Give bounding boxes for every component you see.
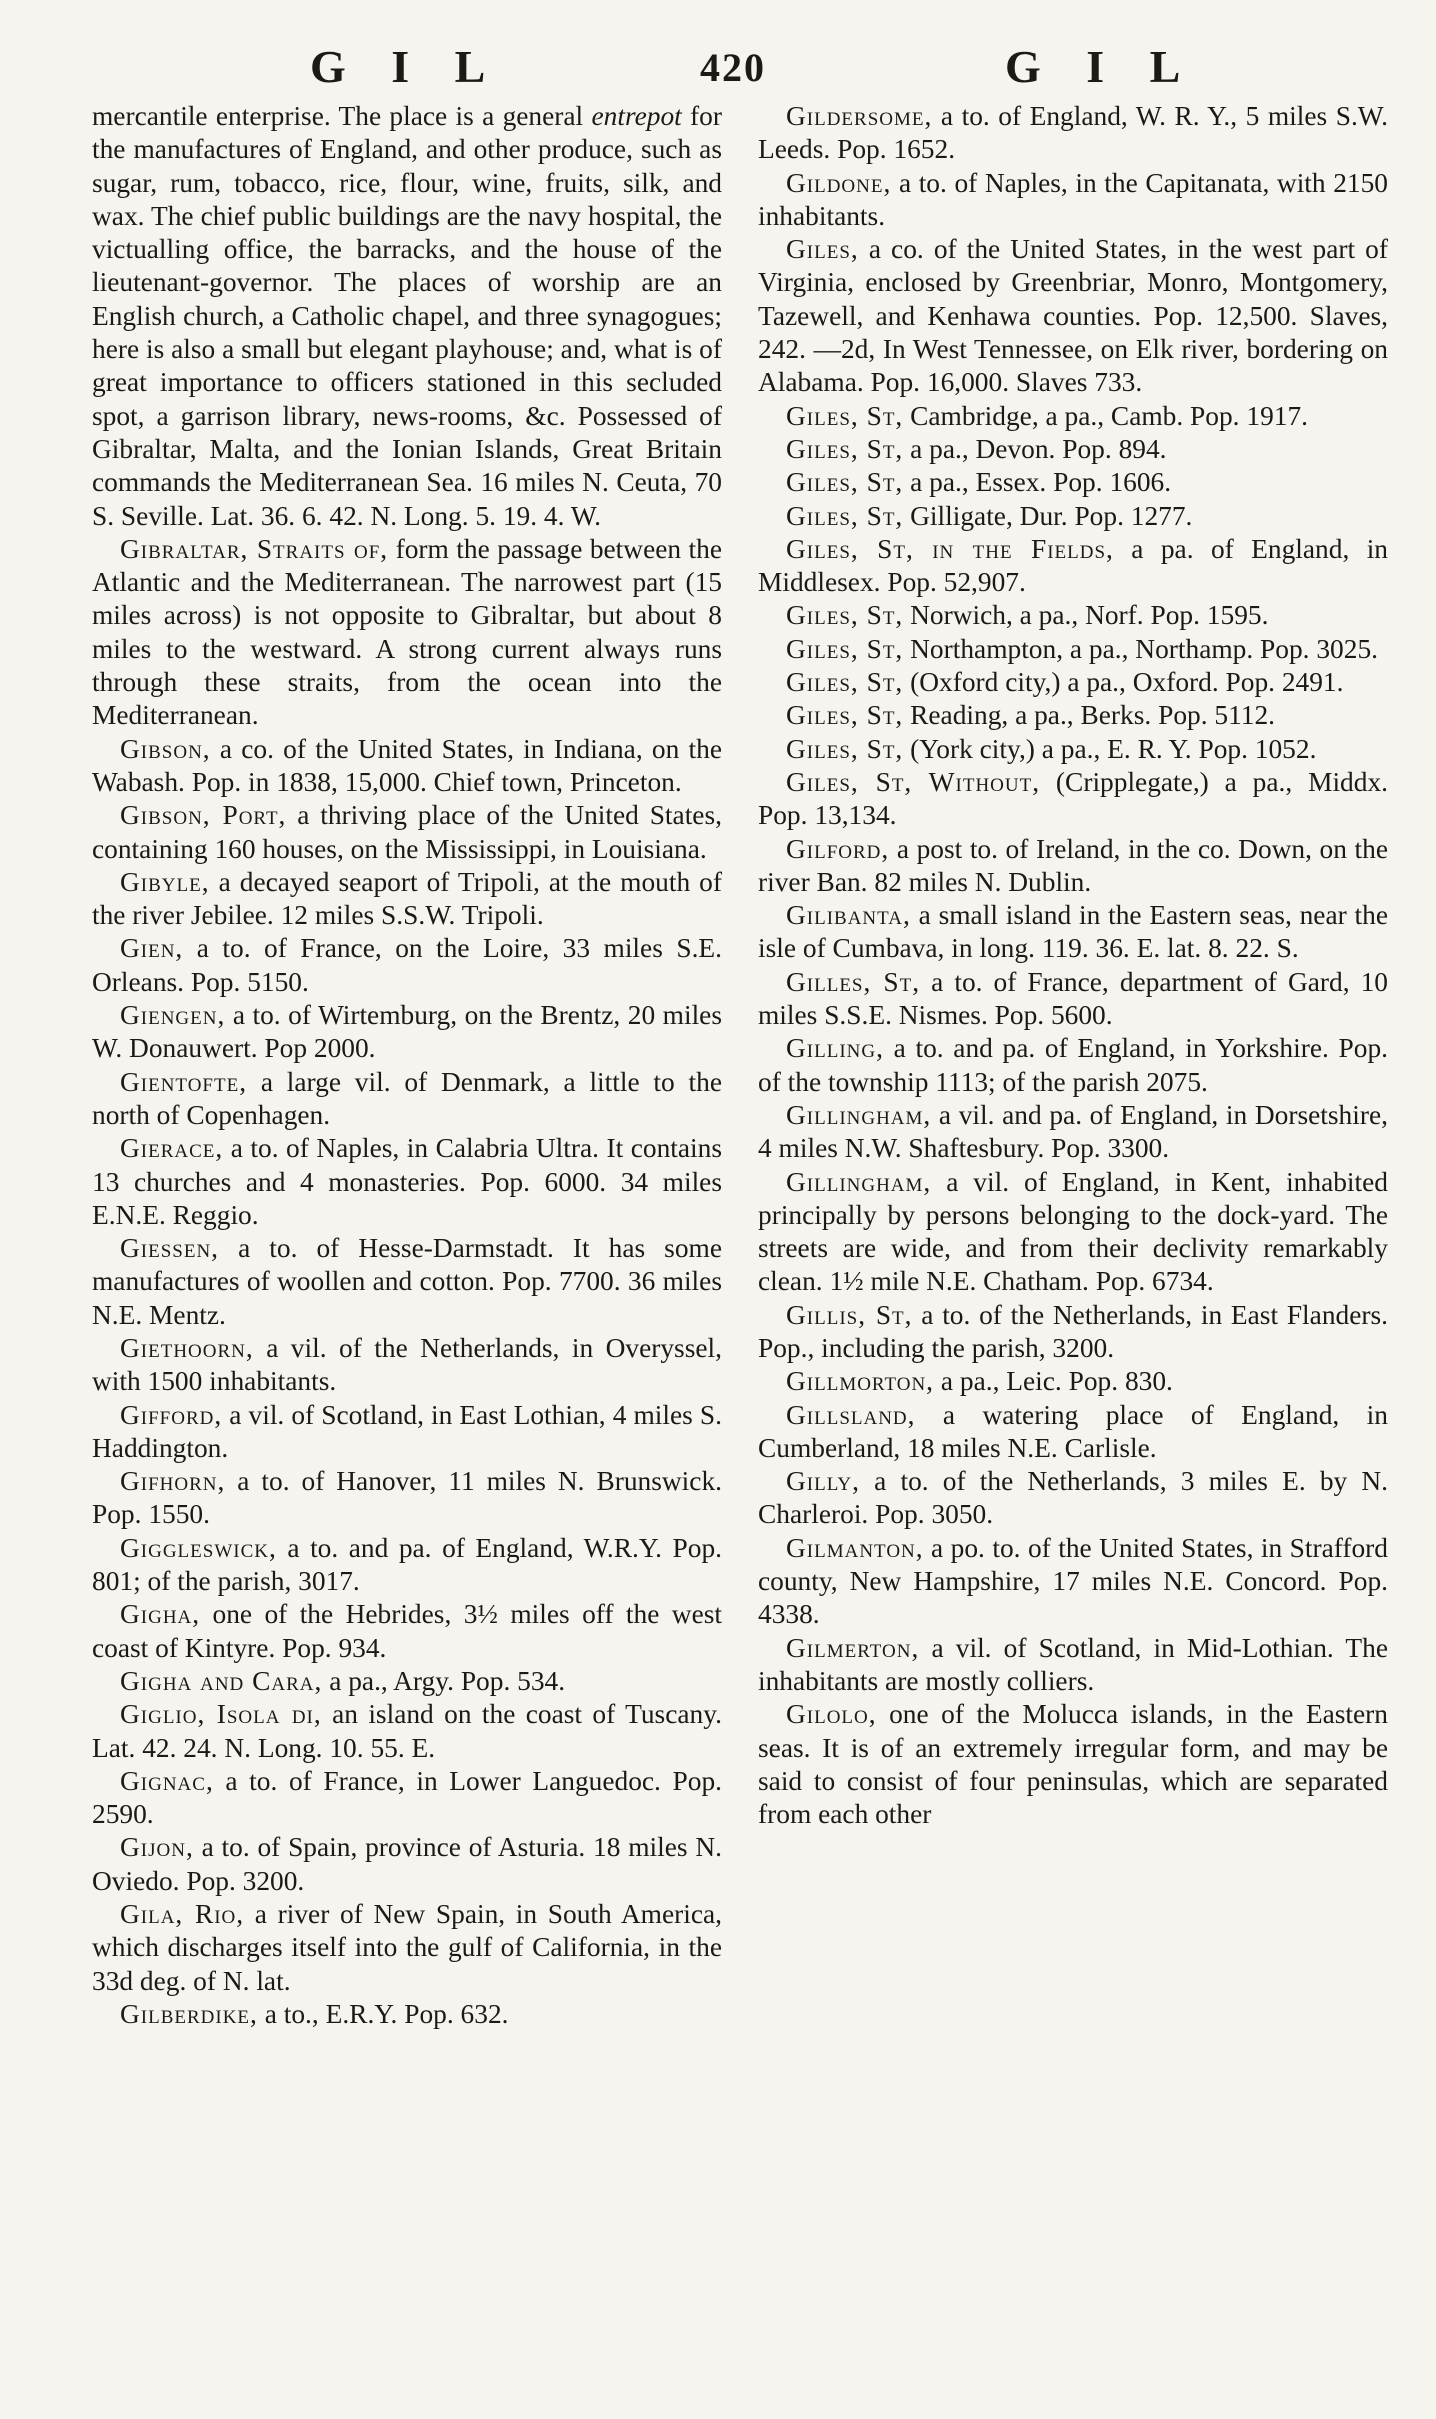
entry-text: a to. of the Netherlands, 3 miles E. by N. Charleroi. Pop. 3050. bbox=[758, 1466, 1388, 1530]
entry-text: an island on the coast of Tuscany. Lat. 42. 24. N. Long. 10. 55. E. bbox=[92, 1699, 722, 1763]
gazetteer-entry bbox=[758, 1166, 1388, 1299]
entry-text: a vil. of Scotland, in Mid-Lothian. The inhabitants are mostly colliers. bbox=[758, 1632, 1388, 1696]
running-head-left: G I L bbox=[310, 41, 488, 92]
entry-text: a po. to. of the United States, in Strafford county, New Hampshire, 17 miles N.E. Concord. Pop. 4338. bbox=[758, 1532, 1388, 1630]
entry-text: a to. of Hanover, 11 miles N. Brunswick. Pop. 1550. bbox=[92, 1466, 722, 1530]
entry-text: Cambridge, a pa., Camb. Pop. 1917. bbox=[903, 400, 1309, 431]
entry-headword: Giglio, Isola di, bbox=[120, 1699, 322, 1730]
entry-text: a small island in the Eastern seas, near the isle of Cumbava, in long. 119. 36. E. lat. 8. 22. S. bbox=[758, 900, 1388, 964]
entry-headword: Gijon, bbox=[120, 1832, 194, 1863]
gazetteer-entry bbox=[92, 1998, 722, 2031]
entry-headword: Giles, St, bbox=[786, 467, 904, 498]
entry-headword: Gigha and Cara, bbox=[120, 1665, 323, 1696]
entry-headword: Giessen, bbox=[120, 1233, 220, 1264]
gazetteer-entry bbox=[92, 1665, 722, 1698]
entry-text: one of the Molucca islands, in the Eastern seas. It is of an extremely irregular form, and may be said to consist of four peninsulas, which are separated from each other bbox=[758, 1699, 1388, 1830]
entry-text: a post to. of Ireland, in the co. Down, on the river Ban. 82 miles N. Dublin. bbox=[758, 833, 1388, 897]
gazetteer-entry bbox=[758, 1365, 1388, 1398]
entry-text: a large vil. of Denmark, a little to the north of Copenhagen. bbox=[92, 1066, 722, 1130]
entry-headword: Gifford, bbox=[120, 1399, 223, 1430]
entry-text: a watering place of England, in Cumberland, 18 miles N.E. Carlisle. bbox=[758, 1399, 1388, 1463]
entry-text: a to. of Naples, in Calabria Ultra. It contains 13 churches and 4 monasteries. Pop. 6000. 34 miles E.N.E. Reggio. bbox=[92, 1133, 722, 1230]
entry-headword: Gildersome, bbox=[786, 101, 933, 131]
entry-text: a to., E.R.Y. Pop. 632. bbox=[257, 1998, 509, 2029]
entry-headword: Gilolo, bbox=[786, 1699, 877, 1730]
gazetteer-entry bbox=[758, 1465, 1388, 1532]
gazetteer-entry bbox=[92, 1465, 722, 1532]
gazetteer-entry bbox=[758, 466, 1388, 499]
gazetteer-entry bbox=[758, 966, 1388, 1033]
running-head-right: G I L bbox=[1005, 41, 1183, 92]
entry-headword: Giles, St, bbox=[786, 500, 904, 531]
page-number: 420 bbox=[700, 45, 766, 90]
entry-headword: Gillis, St, bbox=[786, 1299, 913, 1330]
gazetteer-entry bbox=[92, 1399, 722, 1466]
gazetteer-entry bbox=[92, 1831, 722, 1898]
entry-headword: Gila, Rio, bbox=[120, 1899, 245, 1930]
entry-headword: Gildone, bbox=[786, 167, 892, 198]
entry-text: (Cripplegate,) a pa., Middx. Pop. 13,134. bbox=[758, 766, 1388, 831]
gazetteer-entry bbox=[758, 666, 1388, 699]
entry-text: a river of New Spain, in South America, which discharges itself into the gulf of California, in the 33d deg. of N. lat. bbox=[92, 1899, 722, 1996]
gazetteer-entry bbox=[758, 400, 1388, 433]
entry-headword: Giggleswick, bbox=[120, 1532, 277, 1563]
gazetteer-entry bbox=[758, 599, 1388, 632]
gazetteer-entry bbox=[758, 1632, 1388, 1699]
entry-text: a pa. of England, in Middlesex. Pop. 52,907. bbox=[758, 533, 1388, 598]
gazetteer-entry bbox=[758, 1299, 1388, 1366]
entry-text: Northampton, a pa., Northamp. Pop. 3025. bbox=[903, 633, 1378, 664]
entry-headword: Giles, bbox=[786, 234, 859, 265]
entry-text: a vil. of the Netherlands, in Overyssel, with 1500 inhabitants. bbox=[92, 1332, 722, 1397]
gazetteer-entry bbox=[758, 633, 1388, 666]
entry-headword: Gilmerton, bbox=[786, 1632, 920, 1663]
entry-text: a to. and pa. of England, in Yorkshire. Pop. of the township 1113; of the parish 2075. bbox=[758, 1033, 1388, 1097]
gazetteer-entry bbox=[758, 500, 1388, 533]
entry-headword: Giles, St, Without, bbox=[786, 766, 1041, 797]
entry-text: a to. of Naples, in the Capitanata, with 2150 inhabitants. bbox=[758, 167, 1388, 231]
gazetteer-entry bbox=[92, 932, 722, 999]
italic-term: entrepot bbox=[591, 101, 682, 131]
left-column bbox=[92, 100, 722, 2031]
entry-text: a to. of Spain, province of Asturia. 18 miles N. Oviedo. Pop. 3200. bbox=[92, 1832, 722, 1896]
entry-headword: Gilmanton, bbox=[786, 1532, 924, 1563]
entry-headword: Gignac, bbox=[120, 1765, 214, 1796]
entry-text: a pa., Essex. Pop. 1606. bbox=[903, 467, 1172, 498]
entry-headword: Gillmorton, bbox=[786, 1366, 935, 1397]
entry-text: a to. of England, W. R. Y., 5 miles S.W. Leeds. Pop. 1652. bbox=[758, 101, 1388, 165]
entry-text: a to. of France, on the Loire, 33 miles S.E. Orleans. Pop. 5150. bbox=[92, 933, 722, 997]
entry-headword: Gibson, bbox=[120, 733, 211, 764]
entry-headword: Gilles, St, bbox=[786, 966, 921, 997]
entry-text: form the passage between the Atlantic and the Mediterranean. The narrowest part (15 miles across) is not opposite to Gibraltar, but about 8 miles to the westward. A strong current always runs through these straits, from the ocean into the Mediterranean. bbox=[92, 533, 722, 731]
gazetteer-entry bbox=[758, 1698, 1388, 1831]
entry-headword: Gientofte, bbox=[120, 1066, 248, 1097]
entry-headword: Giles, St, bbox=[786, 633, 904, 664]
gazetteer-entry bbox=[92, 799, 722, 866]
gazetteer-entry bbox=[758, 833, 1388, 900]
gazetteer-entry bbox=[758, 233, 1388, 399]
running-head bbox=[0, 40, 1436, 100]
entry-headword: Gibyle, bbox=[120, 866, 210, 897]
entry-headword: Gilford, bbox=[786, 833, 890, 864]
entry-text: a to. of Hesse-Darmstadt. It has some manufactures of woollen and cotton. Pop. 7700. 36 miles N.E. Mentz. bbox=[92, 1233, 722, 1330]
entry-headword: Gilling, bbox=[786, 1033, 884, 1064]
entry-headword: Gilly, bbox=[786, 1466, 860, 1497]
entry-text: a to. of France, in Lower Languedoc. Pop. 2590. bbox=[92, 1765, 722, 1830]
entry-headword: Gilberdike, bbox=[120, 1998, 258, 2029]
entry-text: Norwich, a pa., Norf. Pop. 1595. bbox=[903, 600, 1269, 631]
gazetteer-entry bbox=[92, 1698, 722, 1765]
entry-text: a to. of the Netherlands, in East Flanders. Pop., including the parish, 3200. bbox=[758, 1299, 1388, 1363]
entry-headword: Giles, St, bbox=[786, 600, 904, 631]
gazetteer-entry bbox=[758, 167, 1388, 234]
entry-headword: Giethoorn, bbox=[120, 1332, 254, 1363]
entry-headword: Gigha, bbox=[120, 1599, 201, 1630]
gazetteer-entry bbox=[92, 1765, 722, 1832]
entry-headword: Giles, St, bbox=[786, 700, 904, 731]
entry-headword: Gillingham, bbox=[786, 1166, 932, 1197]
gazetteer-entry bbox=[758, 1532, 1388, 1632]
entry-headword: Giles, St, bbox=[786, 433, 904, 464]
gazetteer-entry bbox=[92, 1532, 722, 1599]
entry-text: a co. of the United States, in Indiana, on the Wabash. Pop. in 1838, 15,000. Chief town, Princeton. bbox=[92, 733, 722, 797]
gazetteer-entry bbox=[92, 1598, 722, 1665]
entry-text: a vil. and pa. of England, in Dorsetshire, 4 miles N.W. Shaftesbury. Pop. 3300. bbox=[758, 1099, 1388, 1164]
gazetteer-entry bbox=[758, 733, 1388, 766]
entry-text: a pa., Argy. Pop. 534. bbox=[322, 1665, 566, 1696]
entry-text: a vil. of Scotland, in East Lothian, 4 miles S. Haddington. bbox=[92, 1399, 722, 1463]
entry-text: a to. and pa. of England, W.R.Y. Pop. 801; of the parish, 3017. bbox=[92, 1532, 722, 1597]
gazetteer-entry bbox=[92, 533, 722, 733]
continued-entry: mercantile enterprise. The place is a general entrepot for the manufactures of England, and other produce, such as sugar, rum, tobacco, rice, flour, wine, fruits, silk, and wax. The chief public buildings are the navy hospital, the victualling office, the barracks, and the house of the lieutenant-governor. The places of worship are an English church, a Catholic chapel, and three synagogues; here is also a small but elegant playhouse; and, what is of great importance to officers stationed in this secluded spot, a garrison library, news-rooms, &c. Possessed of Gibraltar, Malta, and the Ionian Islands, Great Britain commands the Mediterranean Sea. 16 miles N. Ceuta, 70 S. Seville. Lat. 36. 6. 42. N. Long. 5. 19. 4. W. bbox=[92, 101, 722, 531]
entry-text: (York city,) a pa., E. R. Y. Pop. 1052. bbox=[903, 733, 1317, 764]
entry-text: a thriving place of the United States, containing 160 houses, on the Mississippi, in Louisiana. bbox=[92, 800, 722, 864]
entry-text: a pa., Devon. Pop. 894. bbox=[903, 433, 1167, 464]
entry-headword: Gibson, Port, bbox=[120, 800, 287, 831]
entry-text: Gilligate, Dur. Pop. 1277. bbox=[903, 500, 1193, 531]
entry-text: a pa., Leic. Pop. 830. bbox=[934, 1366, 1173, 1397]
gazetteer-entry bbox=[758, 699, 1388, 732]
entry-headword: Gillsland, bbox=[786, 1399, 916, 1430]
entry-headword: Gibraltar, Straits of, bbox=[120, 533, 389, 564]
gazetteer-entry bbox=[758, 433, 1388, 466]
entry-headword: Gien, bbox=[120, 933, 184, 964]
gazetteer-entry bbox=[758, 899, 1388, 966]
right-column bbox=[758, 100, 1388, 1831]
entry-text: a to. of France, department of Gard, 10 miles S.S.E. Nismes. Pop. 5600. bbox=[758, 966, 1388, 1031]
gazetteer-entry bbox=[758, 1399, 1388, 1466]
entry-text: one of the Hebrides, 3½ miles off the west coast of Kintyre. Pop. 934. bbox=[92, 1599, 722, 1663]
gazetteer-entry bbox=[92, 733, 722, 800]
gazetteer-entry bbox=[758, 533, 1388, 600]
entry-headword: Gillingham, bbox=[786, 1099, 932, 1130]
gazetteer-entry bbox=[758, 1099, 1388, 1166]
gazetteer-entry bbox=[758, 100, 1388, 167]
entry-headword: Gilibanta, bbox=[786, 900, 911, 931]
gazetteer-entry bbox=[758, 1032, 1388, 1099]
gazetteer-entry bbox=[92, 1898, 722, 1998]
entry-text: Reading, a pa., Berks. Pop. 5112. bbox=[903, 700, 1276, 731]
entry-headword: Giles, St, bbox=[786, 400, 904, 431]
gazetteer-entry bbox=[758, 766, 1388, 833]
entry-headword: Giles, St, bbox=[786, 733, 904, 764]
entry-text: a decayed seaport of Tripoli, at the mouth of the river Jebilee. 12 miles S.S.W. Tripoli. bbox=[92, 866, 722, 931]
entry-text: a vil. of England, in Kent, inhabited principally by persons belonging to the dock-yard. The streets are wide, and from their declivity remarkably clean. 1½ mile N.E. Chatham. Pop. 6734. bbox=[758, 1166, 1388, 1297]
entry-headword: Gierace, bbox=[120, 1133, 224, 1164]
entry-headword: Giengen, bbox=[120, 1000, 226, 1031]
gazetteer-entry bbox=[92, 866, 722, 933]
entry-text: a co. of the United States, in the west part of Virginia, enclosed by Greenbriar, Monro, Montgomery, Tazewell, and Kenhawa counties. Pop. 12,500. Slaves, 242. —2d, In West Tennessee, on Elk river, bordering on Alabama. Pop. 16,000. Slaves 733. bbox=[758, 234, 1388, 398]
entry-headword: Giles, St, bbox=[786, 667, 904, 698]
entry-text: a to. of Wirtemburg, on the Brentz, 20 miles W. Donauwert. Pop 2000. bbox=[92, 1000, 722, 1064]
entry-headword: Giles, St, in the Fields, bbox=[786, 533, 1114, 564]
gazetteer-entry bbox=[92, 1332, 722, 1399]
gazetteer-entry bbox=[92, 1232, 722, 1332]
entry-text: (Oxford city,) a pa., Oxford. Pop. 2491. bbox=[903, 667, 1344, 698]
gazetteer-entry bbox=[92, 1066, 722, 1133]
gazetteer-entry bbox=[92, 999, 722, 1066]
entry-headword: Gifhorn, bbox=[120, 1466, 226, 1497]
gazetteer-entry bbox=[92, 1132, 722, 1232]
